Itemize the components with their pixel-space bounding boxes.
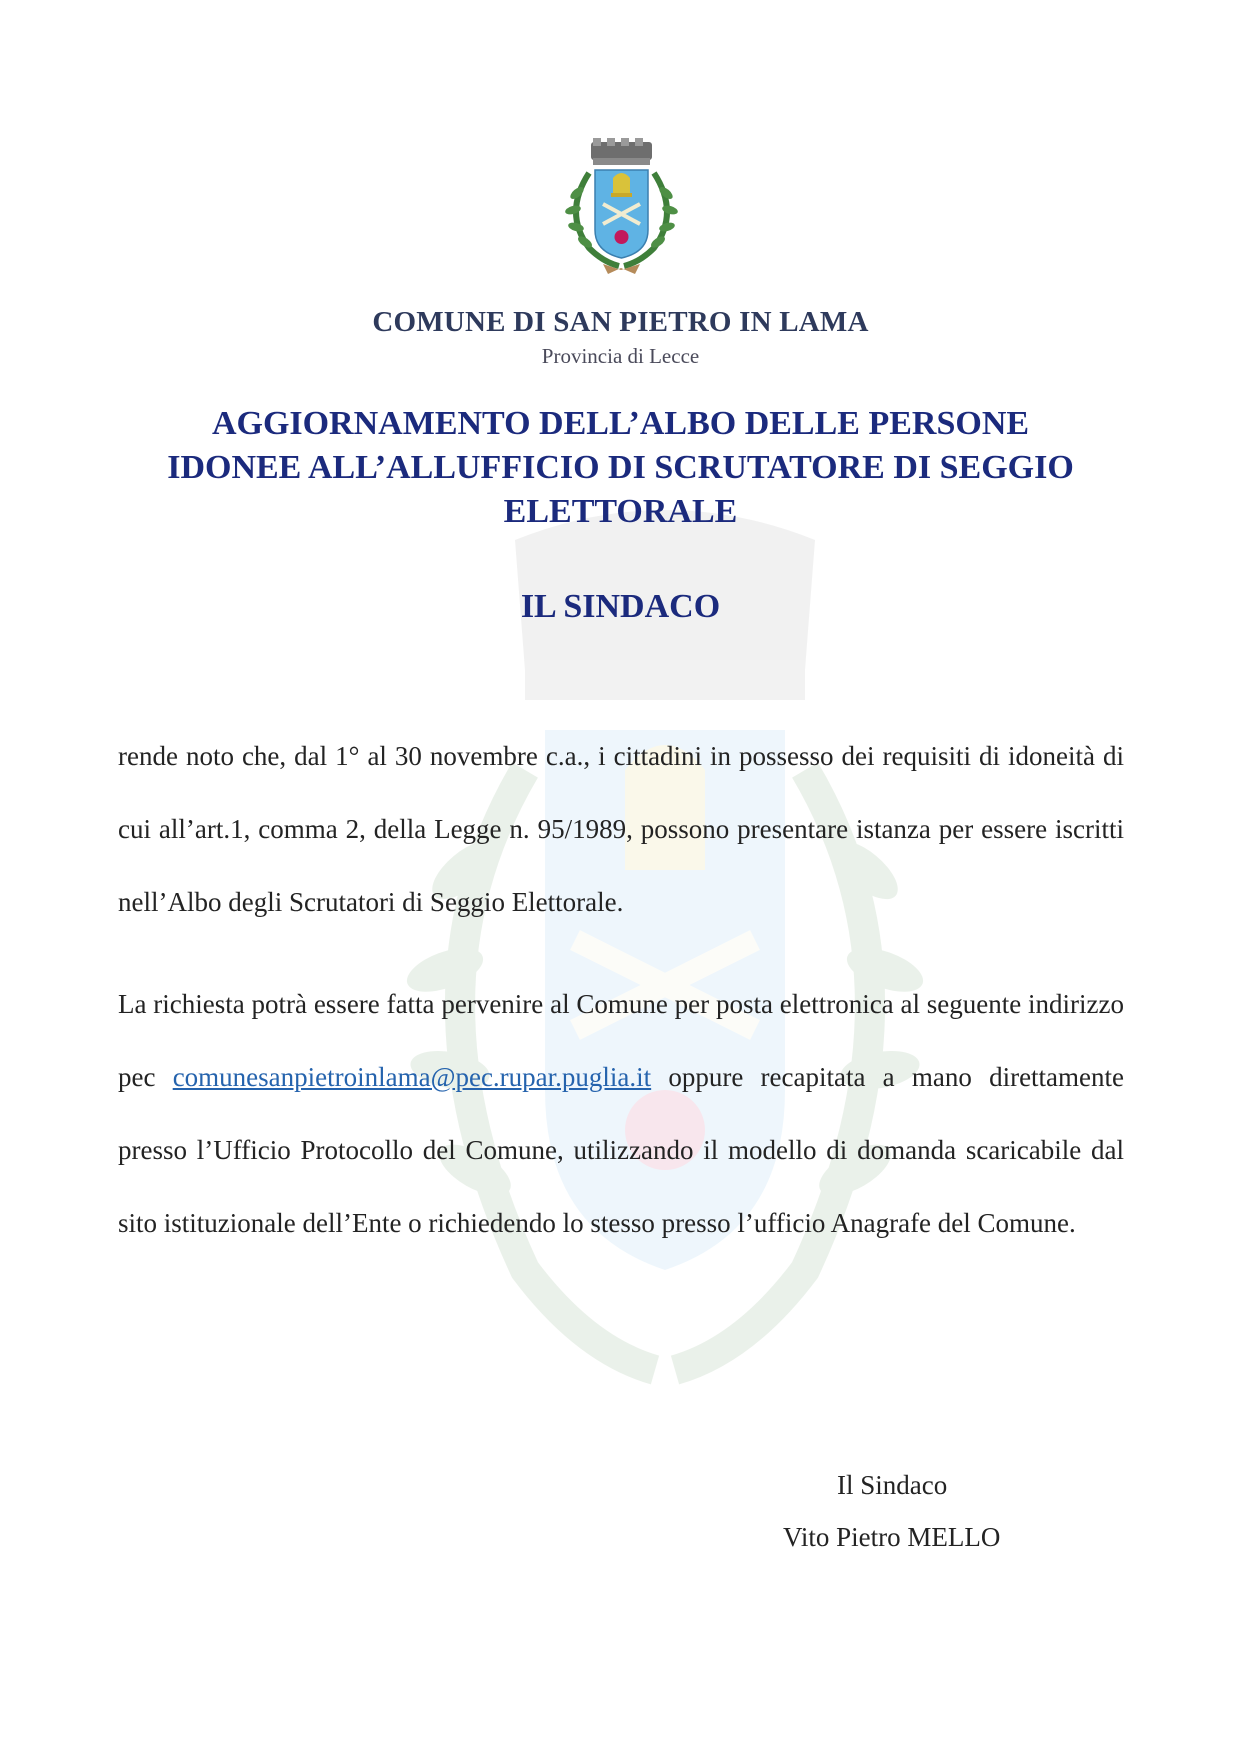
paragraph-instructions-after: oppure recapitata a mano direttamente presso l’Ufficio Protocollo del Comune, utilizzando il modello di domanda scaricabile dal sito istituzionale dell’Ente o richiedendo lo stesso presso l’ufficio Anagrafe del Comune.: [118, 1062, 1125, 1238]
title-line-2: IDONEE ALL’ALLUFFICIO DI SCRUTATORE DI SEGGIO: [167, 449, 1074, 486]
comune-name: COMUNE DI SAN PIETRO IN LAMA: [372, 306, 869, 338]
sindaco-heading: IL SINDACO: [520, 588, 721, 625]
pec-email-link[interactable]: comunesanpietroinlama@pec.rupar.puglia.it: [172, 1062, 652, 1092]
signature-role: Il Sindaco: [837, 1470, 948, 1500]
title-line-1: AGGIORNAMENTO DELL’ALBO DELLE PERSONE: [211, 405, 1030, 442]
coat-of-arms-icon: [563, 138, 680, 276]
provincia-name: Provincia di Lecce: [541, 344, 700, 368]
paragraph-announcement: rende noto che, dal 1° al 30 novembre c.a., i cittadini in possesso dei requisiti di idoneità di cui all’art.1, comma 2, della Legge n. 95/1989, possono presentare istanza per essere iscritti nell’Albo degli Scrutatori di Seggio Elettorale.: [118, 741, 1124, 917]
document-title: [0, 402, 1241, 534]
title-line-3: ELETTORALE: [503, 493, 738, 530]
signature-name: Vito Pietro MELLO: [783, 1522, 1001, 1552]
paragraph-instructions: [118, 968, 1124, 1260]
paragraph-instructions-before: La richiesta potrà essere fatta pervenire al Comune per posta elettronica al seguente indirizzo pec: [118, 989, 1124, 1092]
